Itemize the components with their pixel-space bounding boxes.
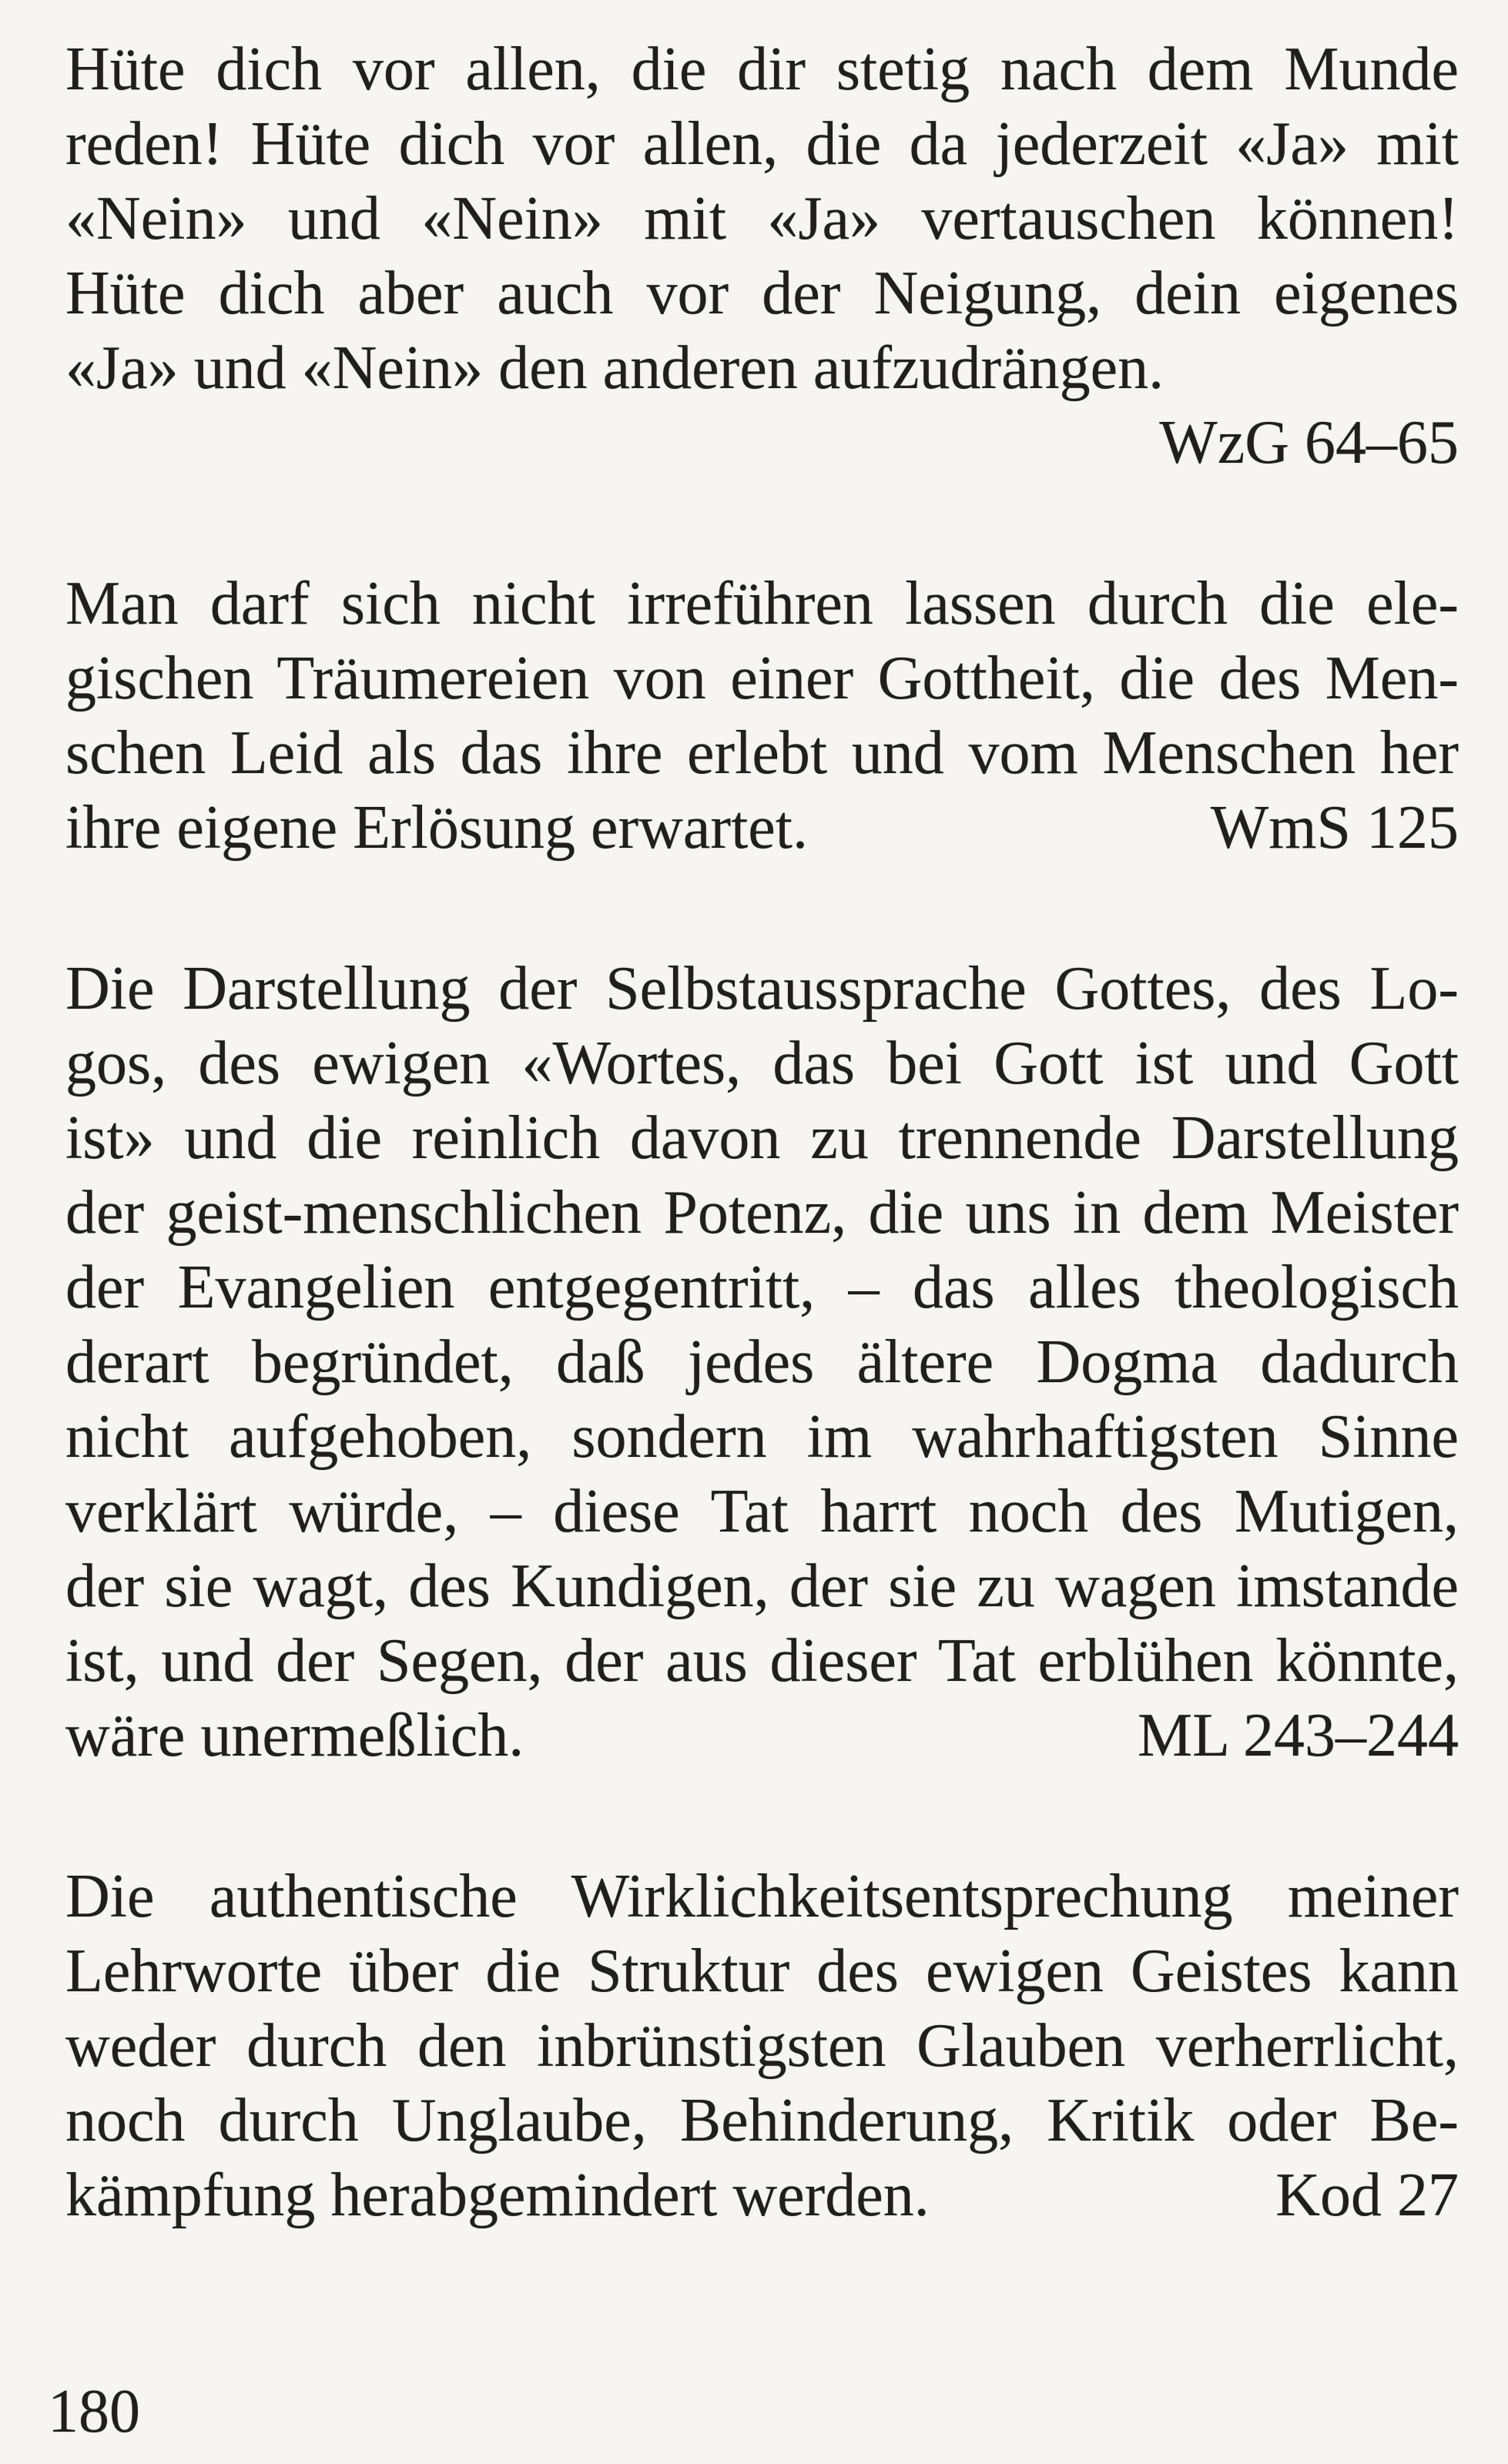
paragraph-line: gos, des ewigen «Wortes, das bei Gott ist und Gott	[65, 1029, 1459, 1097]
paragraph-line: Die Darstellung der Selbstaussprache Gottes, des Lo-	[65, 955, 1459, 1023]
paragraph-line: der sie wagt, des Kundigen, der sie zu wagen imstande	[65, 1552, 1459, 1620]
paragraph-last-line	[65, 2158, 1459, 2233]
paragraph-last-line-text: ihre eigene Erlösung erwartet.	[65, 794, 809, 862]
paragraph-line: der geist-menschlichen Potenz, die uns in dem Meister	[65, 1179, 1459, 1247]
paragraph-line: schen Leid als das ihre erlebt und vom Menschen her	[65, 719, 1459, 787]
paragraph	[65, 1860, 1459, 2233]
paragraph-last-line-text: wäre unermeßlich.	[65, 1702, 524, 1769]
paragraph	[65, 567, 1459, 865]
citation-label: ML 243–244	[1137, 1702, 1459, 1769]
paragraph-line: Hüte dich vor allen, die dir stetig nach dem Munde	[65, 35, 1459, 103]
text-block	[65, 32, 1459, 2233]
citation-label: WzG 64–65	[1159, 409, 1459, 477]
paragraph-line: noch durch Unglaube, Behinderung, Kritik oder Be-	[65, 2087, 1459, 2154]
paragraph-line: Hüte dich aber auch vor der Neigung, dein eigenes	[65, 259, 1459, 327]
paragraph-line: «Nein» und «Nein» mit «Ja» vertauschen können!	[65, 185, 1459, 253]
paragraph-line: ist, und der Segen, der aus dieser Tat erblühen könnte,	[65, 1627, 1459, 1695]
paragraph-last-line	[65, 1699, 1459, 1773]
paragraph-last-line	[65, 791, 1459, 865]
paragraph-line: reden! Hüte dich vor allen, die da jederzeit «Ja» mit	[65, 110, 1459, 178]
paragraph-line: nicht aufgehoben, sondern im wahrhaftigsten Sinne	[65, 1403, 1459, 1471]
paragraph-line: Man darf sich nicht irreführen lassen durch die ele-	[65, 570, 1459, 638]
paragraph-line: ist» und die reinlich davon zu trennende Darstellung	[65, 1104, 1459, 1172]
paragraph	[65, 952, 1459, 1773]
paragraph-line: Lehrworte über die Struktur des ewigen Geistes kann	[65, 1937, 1459, 2005]
citation-label: WmS 125	[1210, 794, 1459, 862]
paragraph-line: Die authentische Wirklichkeitsentsprechung meiner	[65, 1863, 1459, 1930]
paragraph-line: verklärt würde, – diese Tat harrt noch des Mutigen,	[65, 1478, 1459, 1545]
page-number: 180	[48, 2378, 140, 2446]
paragraph-last-line-text: kämpfung herabgemindert werden.	[65, 2161, 930, 2229]
paragraph-line: weder durch den inbrünstigsten Glauben verherrlicht,	[65, 2012, 1459, 2080]
paragraph-line: der Evangelien entgegentritt, – das alles theologisch	[65, 1254, 1459, 1321]
paragraph-line: derart begründet, daß jedes ältere Dogma dadurch	[65, 1328, 1459, 1396]
citation-label: Kod 27	[1275, 2161, 1459, 2229]
citation-line	[65, 406, 1459, 480]
paragraph	[65, 32, 1459, 480]
paragraph-last-line: «Ja» und «Nein» den anderen aufzudrängen.	[65, 334, 1165, 402]
paragraph-line: gischen Träumereien von einer Gottheit, die des Men-	[65, 644, 1459, 712]
